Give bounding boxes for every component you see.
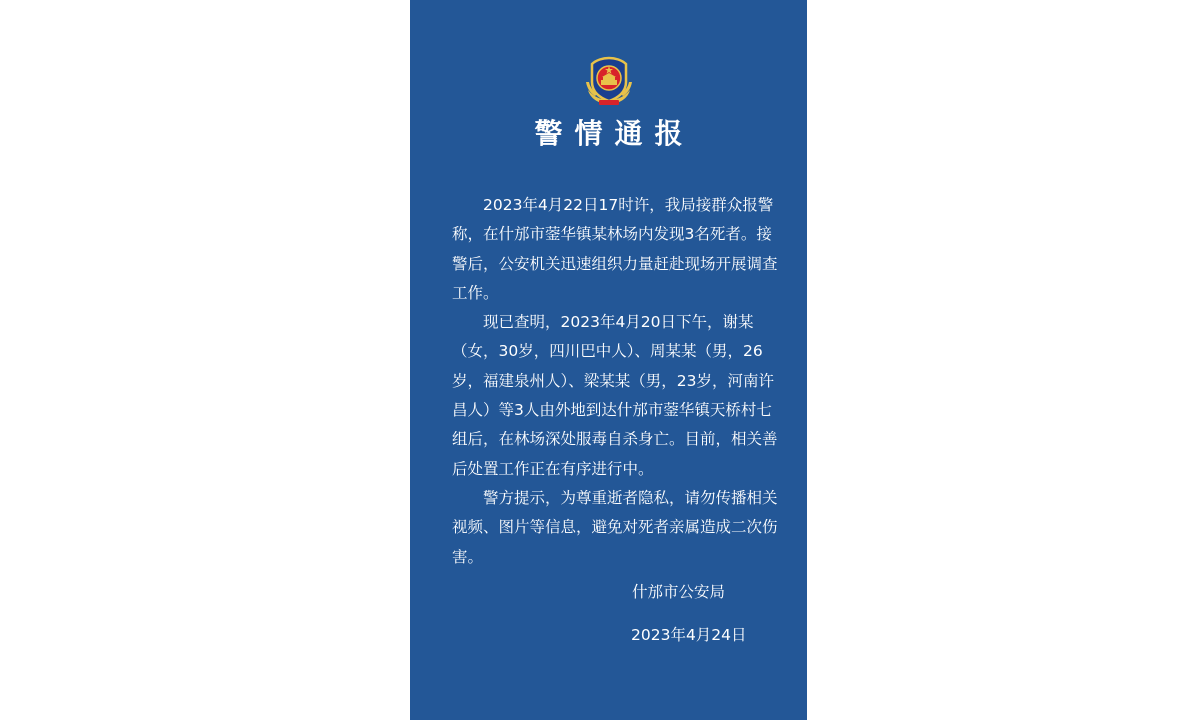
signature-block — [410, 578, 807, 650]
police-notice-card — [410, 0, 807, 720]
notice-paragraph: 2023年4月22日17时许，我局接群众报警称，在什邡市蓥华镇某林场内发现3名死者。接警后，公安机关迅速组织力量赶赴现场开展调查工作。 — [452, 196, 778, 302]
police-emblem-icon — [582, 52, 636, 108]
notice-paragraph: 现已查明，2023年4月20日下午，谢某（女，30岁，四川巴中人）、周某某（男，26岁，福建泉州人）、梁某某（男，23岁，河南许昌人）等3人由外地到达什邡市蓥华镇天桥村七组后，在林场深处服毒自杀身亡。目前，相关善后处置工作正在有序进行中。 — [452, 313, 778, 478]
issuer-name: 什邡市公安局 — [632, 583, 726, 601]
notice-body — [452, 191, 778, 572]
notice-title: 警情通报 — [534, 117, 695, 150]
issue-date: 2023年4月24日 — [631, 626, 747, 644]
notice-paragraph: 警方提示，为尊重逝者隐私，请勿传播相关视频、图片等信息，避免对死者亲属造成二次伤害。 — [452, 488, 778, 566]
